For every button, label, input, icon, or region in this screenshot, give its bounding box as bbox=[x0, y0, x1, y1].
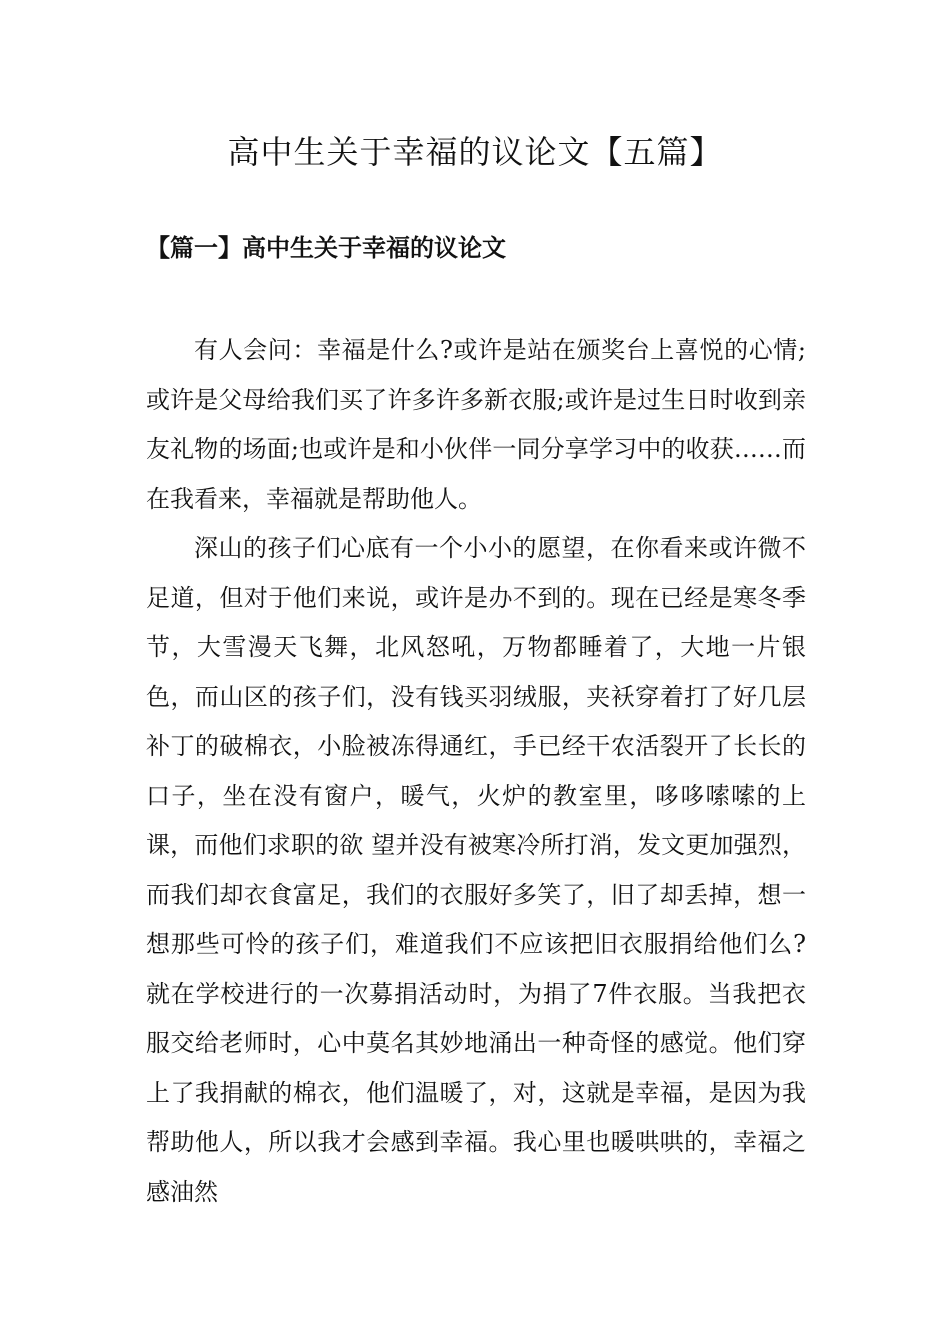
article-body bbox=[146, 326, 806, 1217]
document-title: 高中生关于幸福的议论文【五篇】 bbox=[227, 133, 723, 171]
section-heading: 【篇一】高中生关于幸福的议论文 bbox=[146, 233, 506, 262]
paragraph-2: 深山的孩子们心底有一个小小的愿望，在你看来或许微不足道，但对于他们来说，或许是办不到的。现在已经是寒冬季节，大雪漫天飞舞，北风怒吼，万物都睡着了，大地一片银色，而山区的孩子们，没有钱买羽绒服，夹袄穿着打了好几层补丁的破棉衣，小脸被冻得通红，手已经干农活裂开了长长的口子，坐在没有窗户，暖气，火炉的教室里，哆哆嗦嗦的上课，而他们求职的欲 望并没有被寒冷所打消，发文更加强烈，而我们却衣食富足，我们的衣服好多笑了，旧了却丢掉，想一想那些可怜的孩子们，难道我们不应该把旧衣服捐给他们么?就在学校进行的一次募捐活动时，为捐了7件衣服。当我把衣服交给老师时，心中莫名其妙地涌出一种奇怪的感觉。他们穿上了我捐献的棉衣，他们温暖了，对，这就是幸福，是因为我帮助他人，所以我才会感到幸福。我心里也暖哄哄的，幸福之感油然 bbox=[146, 534, 806, 1206]
paragraph-1: 有人会问：幸福是什么?或许是站在颁奖台上喜悦的心情;或许是父母给我们买了许多许多新衣服;或许是过生日时收到亲友礼物的场面;也或许是和小伙伴一同分享学习中的收获……而在我看来，幸福就是帮助他人。 bbox=[146, 336, 806, 513]
